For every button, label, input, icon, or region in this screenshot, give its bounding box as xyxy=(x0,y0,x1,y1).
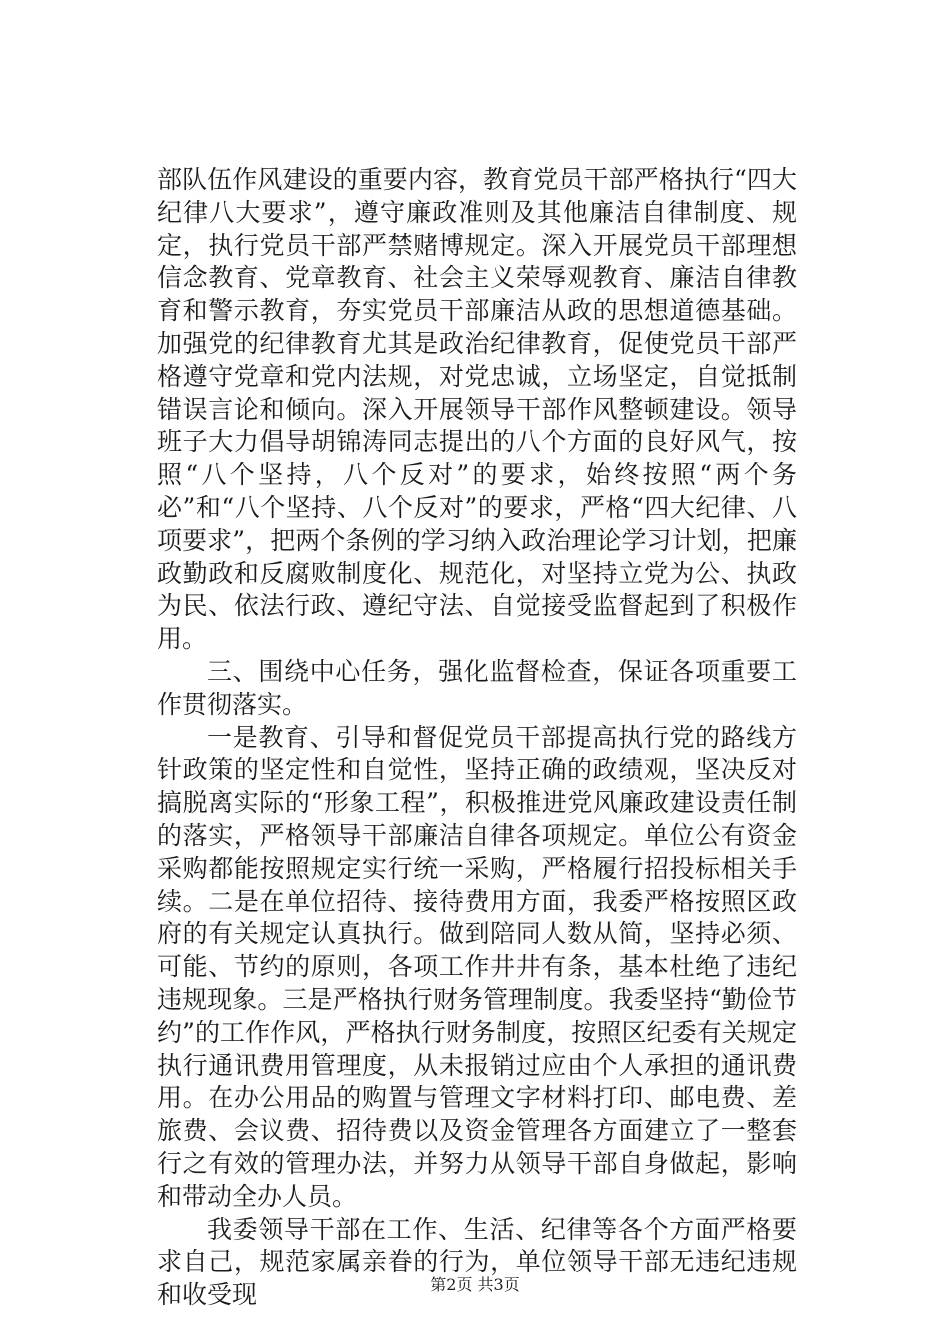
paragraph-section-three-heading: 三、围绕中心任务，强化监督检查，保证各项重要工作贯彻落实。 xyxy=(157,656,797,719)
page-number-footer: 第2页 共3页 xyxy=(430,1275,520,1294)
paragraph-measures: 一是教育、引导和督促党员干部提高执行党的路线方针政策的坚定性和自觉性，坚持正确的政绩观，坚决反对搞脱离实际的“形象工程”，积极推进党风廉政建设责任制的落实，严格领导干部廉洁自律各项规定。单位公有资金采购都能按照规定实行统一采购，严格履行招投标相关手续。二是在单位招待、接待费用方面，我委严格按照区政府的有关规定认真执行。做到陪同人数从简，坚持必须、可能、节约的原则，各项工作井井有条，基本杜绝了违纪违规现象。三是严格执行财务管理制度。我委坚持“勤俭节约”的工作作风，严格执行财务制度，按照区纪委有关规定执行通讯费用管理度，从未报销过应由个人承担的通讯费用。在办公用品的购置与管理文字材料打印、邮电费、差旅费、会议费、招待费以及资金管理各方面建立了一整套行之有效的管理办法，并努力从领导干部自身做起，影响和带动全办人员。 xyxy=(157,722,797,1211)
paragraph-leadership-conduct: 我委领导干部在工作、生活、纪律等各个方面严格要求自己，规范家属亲眷的行为，单位领导干部无违纪违规和收受现 xyxy=(157,1214,797,1310)
document-body xyxy=(157,164,797,1312)
paragraph-continued: 部队伍作风建设的重要内容，教育党员干部严格执行“四大纪律八大要求”，遵守廉政准则及其他廉洁自律制度、规定，执行党员干部严禁赌博规定。深入开展党员干部理想信念教育、党章教育、社会主义荣辱观教育、廉洁自律教育和警示教育，夯实党员干部廉洁从政的思想道德基础。加强党的纪律教育尤其是政治纪律教育，促使党员干部严格遵守党章和党内法规，对党忠诚，立场坚定，自觉抵制错误言论和倾向。深入开展领导干部作风整顿建设。领导班子大力倡导胡锦涛同志提出的八个方面的良好风气，按照“八个坚持，八个反对”的要求，始终按照“两个务必”和“八个坚持、八个反对”的要求，严格“四大纪律、八项要求”，把两个条例的学习纳入政治理论学习计划，把廉政勤政和反腐败制度化、规范化，对坚持立党为公、执政为民、依法行政、遵纪守法、自觉接受监督起到了积极作用。 xyxy=(157,165,797,654)
